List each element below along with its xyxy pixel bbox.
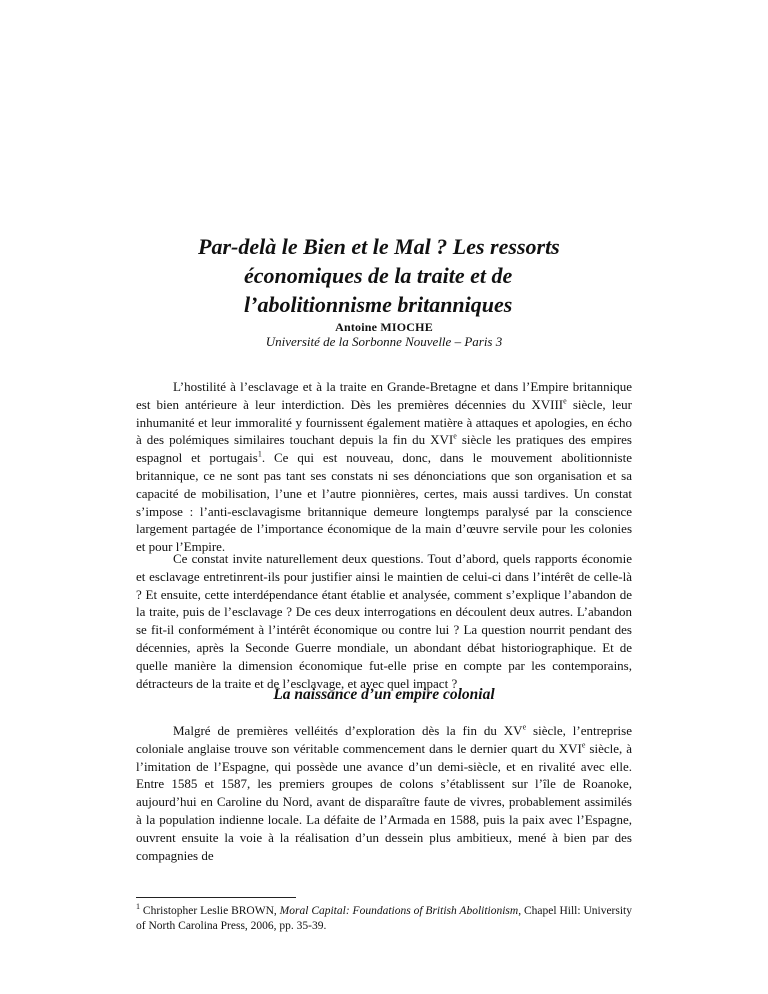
author-name: Antoine MIOCHE xyxy=(335,320,433,334)
footnote-work-title: Moral Capital: Foundations of British Abolitionism xyxy=(279,905,519,917)
title-line-1: Par-delà le Bien et le Mal ? Les ressorts xyxy=(198,234,560,259)
footnote-ref: 1 xyxy=(257,449,262,459)
section-heading: La naissance d’un empire colonial xyxy=(273,686,495,703)
footnote-number: 1 xyxy=(136,902,140,912)
paragraph-1: L’hostilité à l’esclavage et à la traite en Grande-Bretagne et dans l’Empire britannique est bien antérieure à leur interdiction. Dès les premières décennies du XVIIIe siècle, leur inhumanité et leur immoralité y fournissent également matière à attaques et apologies, en écho à des polémiques similaires touchant depuis la fin du XVIe siècle les pratiques des empires espagnol et portugais$^1$. Ce qui est nouveau, donc, dans le mouvement abolitionniste britannique, ce ne sont pas tant ses constats ni ses dénonciations que son organisation et sa capacité de mobilisation, l’une et l’autre pionnières, certes, mais aussi tardives. Un constat s’impose : l’anti-esclavagisme britannique demeure longtemps paralysé par la conscience largement partagée de l’importance économique de la main d’œuvre servile pour les colonies et pour l’Empire. xyxy=(136,379,632,555)
paragraph-2: Ce constat invite naturellement deux questions. Tout d’abord, quels rapports économie et esclavage entretinrent-ils pour justifier ainsi le maintien de celui-ci dans l’intérêt de celle-là ? Et ensuite, cette interdépendance étant établie et analysée, comment s’explique l’abandon de la traite, puis de l’esclavage ? De ces deux interrogations en découlent deux autres. L’abandon se fit-il conformément à l’intérêt économique ou contre lui ? La question nourrit pendant des décennies, après la Seconde Guerre mondiale, un abondant débat historiographique. Et de quelle manière la dimension économique fut-elle prise en compte par les contemporains, détracteurs de la traite et de l’esclavage, et avec quel impact ? xyxy=(136,551,632,691)
paragraph-3: Malgré de premières velléités d’exploration dès la fin du XVe siècle, l’entreprise coloniale anglaise trouve son véritable commencement dans le dernier quart du XVIe siècle, à l’imitation de l’Espagne, qui possède une avance d’un demi-siècle, et en rivalité avec elle. Entre 1585 et 1587, les premiers groupes de colons s’établissent sur l’île de Roanoke, aujourd’hui en Caroline du Nord, avant de disparaître faute de vivres, probablement assimilés à la population indienne locale. La défaite de l’Armada en 1588, puis la paix avec l’Espagne, ouvrent ensuite la voie à la réalisation d’un dessein plus ambitieux, mené à bien par des compagnies de xyxy=(136,722,632,863)
footnote: $^1$ Christopher Leslie BROWN, Moral Capital: Foundations of British Abolitionism, Chapel Hill: University of North Carolina Press, 2006, pp. 35-39. xyxy=(136,902,632,932)
footnote-divider xyxy=(136,897,296,898)
title-line-2: économiques de la traite et de xyxy=(244,263,513,288)
title-line-3: l’abolitionnisme britanniques xyxy=(244,292,513,317)
article-title xyxy=(198,232,628,319)
author-affiliation: Université de la Sorbonne Nouvelle – Paris 3 xyxy=(265,334,503,349)
